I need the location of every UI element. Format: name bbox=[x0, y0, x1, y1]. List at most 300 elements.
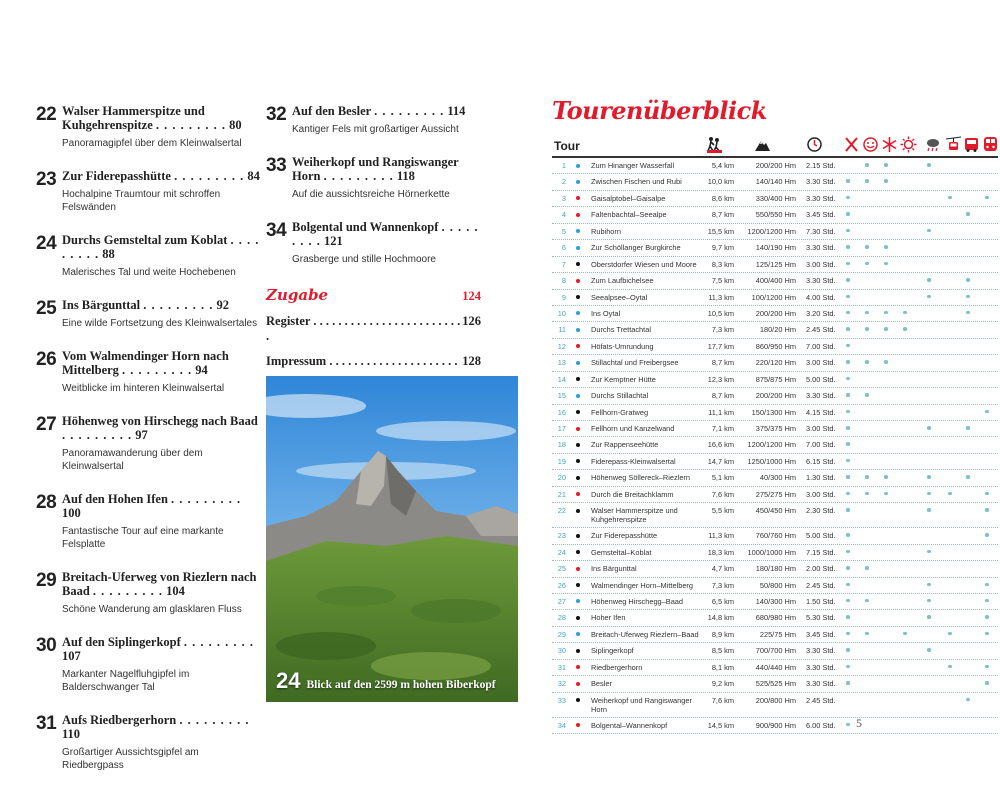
feature-marker bbox=[865, 566, 869, 570]
feature-marker bbox=[846, 632, 850, 636]
feature-marker bbox=[927, 229, 931, 233]
table-row[interactable] bbox=[552, 643, 998, 659]
toc-entry-page: 114 bbox=[447, 104, 466, 118]
tour-name: Weiherkopf und Rangiswanger Horn bbox=[591, 695, 692, 714]
feature-marker bbox=[927, 599, 931, 603]
toc-entry[interactable] bbox=[36, 104, 260, 150]
tour-name: Riedbergerhorn bbox=[591, 662, 643, 672]
toc-entry[interactable] bbox=[36, 635, 260, 694]
tour-number: 17 bbox=[557, 424, 566, 433]
difficulty-dot bbox=[576, 534, 580, 538]
tour-name: Ins Bärgunttal bbox=[591, 564, 637, 574]
table-row[interactable] bbox=[552, 693, 998, 718]
feature-marker bbox=[846, 278, 850, 282]
rain-icon bbox=[924, 136, 941, 153]
tour-name: Walser Hammerspitze und Kuhgehrenspitze bbox=[591, 506, 678, 525]
tour-name: Fellhorn-Gratweg bbox=[591, 407, 649, 417]
tour-distance: 8,7 km bbox=[711, 391, 734, 401]
table-row[interactable] bbox=[552, 627, 998, 643]
tour-name: Höfats-Umrundung bbox=[591, 341, 654, 351]
tour-number: 18 bbox=[557, 440, 566, 450]
tour-name: Rubihorn bbox=[591, 226, 621, 236]
tour-number: 6 bbox=[561, 243, 566, 253]
toc-entry-title-text: Auf den Siplingerkopf bbox=[62, 635, 181, 649]
toc-entry-title-text: Aufs Riedbergerhorn bbox=[62, 713, 177, 727]
table-row[interactable] bbox=[552, 487, 998, 503]
tour-duration: 3.30 Std. bbox=[806, 243, 836, 253]
toc-entry-title-text: Weiherkopf und Rangiswanger Horn bbox=[292, 155, 459, 183]
difficulty-dot bbox=[576, 682, 580, 686]
tour-distance: 17,7 km bbox=[707, 341, 734, 351]
feature-marker bbox=[927, 648, 931, 652]
impressum-row[interactable]: Impressum . . . . . . . . . . . . . . . . . . . . . 128 bbox=[266, 354, 481, 368]
feature-marker bbox=[966, 475, 970, 479]
feature-marker bbox=[948, 665, 952, 669]
feature-marker bbox=[985, 492, 989, 496]
tour-duration: 3.30 Std. bbox=[806, 679, 836, 689]
difficulty-dot bbox=[576, 632, 580, 636]
table-row[interactable] bbox=[552, 224, 998, 240]
mountain-photo bbox=[266, 376, 518, 702]
difficulty-dot bbox=[576, 567, 580, 571]
feature-marker bbox=[966, 426, 970, 430]
toc-entry-number: 25 bbox=[36, 298, 57, 319]
feature-marker bbox=[884, 327, 888, 331]
tour-duration: 2.45 Std. bbox=[806, 580, 836, 590]
tour-name: Zur Kemptner Hütte bbox=[591, 374, 656, 384]
tour-elevation: 525/525 Hm bbox=[755, 679, 796, 689]
feature-marker bbox=[985, 583, 989, 587]
tour-duration: 3.30 Std. bbox=[806, 276, 836, 286]
feature-marker bbox=[846, 426, 850, 430]
feature-marker bbox=[985, 533, 989, 537]
impressum-page: 128 bbox=[462, 354, 481, 368]
tour-duration: 3.30 Std. bbox=[806, 391, 836, 401]
toc-entry[interactable] bbox=[36, 169, 260, 214]
tour-duration: 3.20 Std. bbox=[806, 308, 836, 318]
tour-elevation: 140/190 Hm bbox=[755, 243, 796, 253]
toc-entry-title: Weiherkopf und Rangiswanger Horn . . . . . . . . . 118 bbox=[292, 155, 459, 183]
mountain-landscape-image bbox=[266, 376, 518, 702]
tour-duration: 2.30 Std. bbox=[806, 506, 836, 516]
feature-marker bbox=[846, 410, 850, 414]
difficulty-dot bbox=[576, 583, 580, 587]
tour-name: Zum Laufbichelsee bbox=[591, 276, 654, 286]
difficulty-dot bbox=[576, 311, 580, 315]
tour-number: 7 bbox=[561, 259, 566, 269]
tour-distance: 14,8 km bbox=[707, 613, 734, 623]
tour-overview-table bbox=[552, 136, 998, 734]
tour-duration: 5.00 Std. bbox=[806, 531, 836, 541]
table-row[interactable] bbox=[552, 388, 998, 404]
table-row[interactable] bbox=[552, 372, 998, 388]
table-row[interactable] bbox=[552, 322, 998, 338]
difficulty-dot bbox=[576, 427, 580, 431]
toc-entry-description: Fantastische Tour auf eine markante Felsplatte bbox=[62, 526, 224, 550]
tour-elevation: 220/120 Hm bbox=[755, 358, 796, 368]
difficulty-dot bbox=[576, 196, 580, 200]
table-row[interactable] bbox=[552, 470, 998, 486]
feature-marker bbox=[903, 327, 907, 331]
tour-elevation: 150/1300 Hm bbox=[751, 407, 796, 417]
tour-distance: 15,5 km bbox=[707, 226, 734, 236]
feature-marker bbox=[985, 508, 989, 512]
toc-entry-page: 121 bbox=[324, 234, 343, 248]
tour-elevation: 200/200 Hm bbox=[755, 308, 796, 318]
feature-marker bbox=[865, 360, 869, 364]
tour-elevation: 1200/1200 Hm bbox=[747, 226, 796, 236]
tour-number: 34 bbox=[557, 720, 566, 730]
tour-distance: 5,1 km bbox=[711, 473, 734, 483]
difficulty-dot bbox=[576, 213, 580, 217]
feature-marker bbox=[903, 311, 907, 315]
tour-number: 5 bbox=[561, 226, 566, 236]
tour-distance: 7,6 km bbox=[711, 695, 734, 705]
feature-marker bbox=[927, 508, 931, 512]
feature-marker bbox=[865, 262, 869, 266]
feature-marker bbox=[865, 327, 869, 331]
clock-icon bbox=[806, 136, 823, 153]
toc-entry-number: 31 bbox=[36, 713, 57, 734]
tour-name: Höhenweg Hirschegg–Baad bbox=[591, 596, 684, 606]
feature-marker bbox=[846, 615, 850, 619]
table-row[interactable] bbox=[552, 503, 998, 528]
tour-elevation: 200/200 Hm bbox=[755, 391, 796, 401]
table-row[interactable] bbox=[552, 578, 998, 594]
toc-entry[interactable] bbox=[36, 414, 260, 473]
tour-elevation: 875/875 Hm bbox=[755, 374, 796, 384]
mountain-icon bbox=[754, 136, 771, 153]
difficulty-dot bbox=[576, 229, 580, 233]
tour-duration: 6.15 Std. bbox=[806, 456, 836, 466]
feature-marker bbox=[985, 615, 989, 619]
tour-number: 27 bbox=[557, 596, 566, 606]
feature-marker bbox=[985, 599, 989, 603]
toc-entry-description: Schöne Wanderung am glasklaren Fluss bbox=[62, 604, 242, 615]
tour-distance: 8,6 km bbox=[711, 193, 734, 203]
feature-marker bbox=[966, 278, 970, 282]
toc-entry[interactable] bbox=[36, 233, 260, 279]
table-row[interactable] bbox=[552, 207, 998, 223]
feature-marker bbox=[948, 632, 952, 636]
toc-entry[interactable] bbox=[36, 492, 260, 551]
tour-number: 4 bbox=[561, 210, 566, 220]
tour-duration: 2.45 Std. bbox=[806, 325, 836, 335]
feature-marker bbox=[846, 723, 850, 727]
table-row[interactable] bbox=[552, 273, 998, 289]
toc-entry-number: 32 bbox=[266, 104, 287, 125]
feature-marker bbox=[846, 442, 850, 446]
tour-name: Stillachtal und Freibergsee bbox=[591, 358, 679, 368]
feature-marker bbox=[846, 533, 850, 537]
table-row[interactable] bbox=[552, 290, 998, 306]
feature-marker bbox=[846, 245, 850, 249]
feature-marker bbox=[865, 163, 869, 167]
difficulty-dot bbox=[576, 279, 580, 283]
tour-elevation: 1000/1000 Hm bbox=[747, 547, 796, 557]
table-row[interactable] bbox=[552, 339, 998, 355]
tour-number: 28 bbox=[557, 613, 566, 623]
tour-name: Hoher Ifen bbox=[591, 613, 626, 623]
toc-entry-description: Großartiger Aussichtsgipfel am Riedbergpass bbox=[62, 747, 199, 771]
toc-entry-description: Markanter Nagelfluhgipfel im Balderschwanger Tal bbox=[62, 669, 190, 693]
difficulty-dot bbox=[576, 476, 580, 480]
feature-marker bbox=[846, 508, 850, 512]
tour-elevation: 125/125 Hm bbox=[755, 259, 796, 269]
difficulty-dot bbox=[576, 262, 580, 266]
table-row[interactable] bbox=[552, 421, 998, 437]
table-row[interactable] bbox=[552, 191, 998, 207]
tour-distance: 8,5 km bbox=[711, 646, 734, 656]
table-row[interactable] bbox=[552, 594, 998, 610]
tour-duration: 3.00 Std. bbox=[806, 358, 836, 368]
table-row[interactable] bbox=[552, 405, 998, 421]
feature-marker bbox=[927, 583, 931, 587]
feature-marker bbox=[884, 475, 888, 479]
feature-marker bbox=[846, 393, 850, 397]
tour-duration: 3.00 Std. bbox=[806, 489, 836, 499]
tour-number: 33 bbox=[557, 695, 566, 705]
difficulty-dot bbox=[576, 246, 580, 250]
tour-distance: 4,7 km bbox=[711, 564, 734, 574]
photo-caption bbox=[276, 668, 496, 694]
tour-number: 8 bbox=[561, 276, 566, 286]
zugabe-label: Zugabe bbox=[266, 286, 329, 304]
tour-duration: 5.00 Std. bbox=[806, 374, 836, 384]
toc-entry-title: Auf den Siplingerkopf . . . . . . . . . 107 bbox=[62, 635, 255, 663]
difficulty-dot bbox=[576, 328, 580, 332]
toc-entry-title-text: Vom Walmendinger Horn nach Mittelberg bbox=[62, 349, 229, 377]
toc-entry-description: Grasberge und stille Hochmoore bbox=[292, 254, 436, 265]
feature-marker bbox=[966, 698, 970, 702]
table-row[interactable] bbox=[552, 257, 998, 273]
toc-entry-title-text: Zur Fiderepasshütte bbox=[62, 169, 171, 183]
tour-name: Fellhorn und Kanzelwand bbox=[591, 424, 675, 433]
tour-number: 9 bbox=[561, 292, 566, 302]
feature-marker bbox=[948, 196, 952, 200]
tour-distance: 11,1 km bbox=[708, 407, 734, 417]
tour-duration: 3.45 Std. bbox=[806, 629, 836, 639]
table-row[interactable] bbox=[552, 660, 998, 676]
tour-number: 2 bbox=[561, 177, 566, 187]
tour-name: Seealpsee–Oytal bbox=[591, 292, 648, 302]
tour-number: 26 bbox=[557, 580, 566, 590]
toc-entry[interactable] bbox=[36, 570, 260, 616]
table-row[interactable] bbox=[552, 561, 998, 577]
tour-number: 10 bbox=[557, 308, 566, 318]
tour-elevation: 180/20 Hm bbox=[759, 325, 796, 335]
tour-number: 25 bbox=[557, 564, 566, 574]
tour-distance: 14,5 km bbox=[707, 720, 734, 730]
tour-duration: 5.30 Std. bbox=[806, 613, 836, 623]
feature-marker bbox=[985, 681, 989, 685]
tour-duration: 3.30 Std. bbox=[806, 662, 836, 672]
table-row[interactable] bbox=[552, 240, 998, 256]
tour-distance: 8,9 km bbox=[711, 629, 734, 639]
table-body bbox=[552, 158, 998, 734]
feature-marker bbox=[884, 245, 888, 249]
table-row[interactable] bbox=[552, 610, 998, 626]
tour-name: Bolgental–Wannenkopf bbox=[591, 720, 668, 730]
tour-name: Gaisalptobel–Gaisalpe bbox=[591, 193, 666, 203]
feature-marker bbox=[927, 295, 931, 299]
toc-entry-description: Panoramagipfel über dem Kleinwalsertal bbox=[62, 138, 242, 149]
feature-marker bbox=[865, 475, 869, 479]
difficulty-dot bbox=[576, 723, 580, 727]
feature-marker bbox=[966, 295, 970, 299]
toc-entry-title: Vom Walmendinger Horn nach Mittelberg . . . . . . . . . 94 bbox=[62, 349, 229, 377]
zugabe-row[interactable] bbox=[266, 286, 481, 304]
tour-distance: 7,5 km bbox=[711, 276, 734, 286]
tour-number: 3 bbox=[561, 193, 566, 203]
difficulty-dot bbox=[576, 394, 580, 398]
feature-marker bbox=[884, 262, 888, 266]
difficulty-dot bbox=[576, 410, 580, 414]
toc-entry-page: 100 bbox=[62, 506, 81, 520]
tour-name: Faltenbachtal–Seealpe bbox=[591, 210, 667, 220]
bus-icon bbox=[963, 136, 980, 153]
tour-name: Zum Hinanger Wasserfall bbox=[591, 161, 675, 170]
table-row[interactable] bbox=[552, 306, 998, 322]
table-row[interactable] bbox=[552, 528, 998, 544]
train-icon bbox=[982, 136, 999, 153]
register-row[interactable]: Register . . . . . . . . . . . . . . . . . . . . . . . . . 126 bbox=[266, 314, 481, 343]
tour-number: 15 bbox=[557, 391, 566, 401]
tour-name: Oberstdorfer Wiesen und Moore bbox=[591, 259, 697, 269]
table-row[interactable] bbox=[552, 676, 998, 692]
toc-entry-title-text: Walser Hammerspitze und Kuhgehrenspitze bbox=[62, 104, 205, 132]
tour-number: 19 bbox=[557, 456, 566, 466]
feature-marker bbox=[884, 360, 888, 364]
feature-marker bbox=[865, 599, 869, 603]
tour-duration: 2.00 Std. bbox=[806, 564, 836, 574]
toc-entry[interactable] bbox=[36, 713, 260, 772]
toc-entry[interactable] bbox=[36, 349, 260, 395]
register-label: Register bbox=[266, 314, 311, 328]
toc-entry-page: 118 bbox=[396, 169, 415, 183]
difficulty-dot bbox=[576, 443, 580, 447]
table-row[interactable] bbox=[552, 174, 998, 190]
tour-name: Durchs Stillachtal bbox=[591, 391, 649, 401]
feature-marker bbox=[846, 360, 850, 364]
tour-elevation: 50/800 Hm bbox=[759, 580, 796, 590]
tour-number: 16 bbox=[557, 407, 566, 417]
tour-duration: 3.30 Std. bbox=[806, 193, 836, 203]
feature-marker bbox=[884, 492, 888, 496]
tour-elevation: 180/180 Hm bbox=[755, 564, 796, 574]
toc-entry-number: 33 bbox=[266, 155, 287, 176]
difficulty-dot bbox=[576, 361, 580, 365]
toc-entry[interactable] bbox=[266, 220, 481, 266]
tour-duration: 6.00 Std. bbox=[806, 720, 836, 730]
toc-entry-title-text: Bolgental und Wannenkopf bbox=[292, 220, 439, 234]
tour-number: 13 bbox=[557, 358, 566, 368]
feature-marker bbox=[865, 632, 869, 636]
toc-entry-description: Kantiger Fels mit großartiger Aussicht bbox=[292, 124, 459, 135]
tour-number: 20 bbox=[557, 473, 566, 483]
toc-entry-page: 92 bbox=[216, 298, 230, 312]
tour-name: Fiderepass-Kleinwalsertal bbox=[591, 456, 676, 466]
table-row[interactable] bbox=[552, 355, 998, 371]
tour-name: Zwischen Fischen und Rubi bbox=[591, 177, 682, 187]
feature-marker bbox=[846, 295, 850, 299]
tour-elevation: 440/440 Hm bbox=[755, 662, 796, 672]
toc-entry[interactable] bbox=[266, 155, 481, 201]
tour-distance: 5,5 km bbox=[711, 506, 734, 516]
tour-distance: 7,6 km bbox=[711, 489, 734, 499]
toc-entry[interactable] bbox=[36, 298, 260, 330]
table-row[interactable] bbox=[552, 437, 998, 453]
feature-marker bbox=[846, 648, 850, 652]
toc-entry-title-text: Breitach-Uferweg von Riezlern nach Baad bbox=[62, 570, 257, 598]
feature-marker bbox=[846, 327, 850, 331]
table-row[interactable] bbox=[552, 718, 998, 734]
table-row[interactable] bbox=[552, 158, 998, 174]
feature-marker bbox=[884, 179, 888, 183]
toc-entry-page: 94 bbox=[195, 363, 208, 377]
difficulty-dot bbox=[576, 377, 580, 381]
feature-marker bbox=[985, 632, 989, 636]
toc-entry-number: 30 bbox=[36, 635, 57, 656]
tour-name: Zur Rappenseehütte bbox=[591, 440, 659, 450]
tour-elevation: 275/275 Hm bbox=[755, 489, 796, 499]
tour-name: Besler bbox=[591, 679, 612, 689]
tour-distance: 16,6 km bbox=[707, 440, 734, 450]
register-page: 126 bbox=[462, 314, 481, 328]
tour-distance: 8,7 km bbox=[711, 358, 734, 368]
feature-marker bbox=[865, 245, 869, 249]
caption-text: Blick auf den 2599 m hohen Biberkopf bbox=[306, 679, 496, 691]
feature-marker bbox=[927, 615, 931, 619]
toc-entry-page: 97 bbox=[135, 428, 148, 442]
feature-marker bbox=[846, 681, 850, 685]
tour-elevation: 1250/1000 Hm bbox=[747, 456, 796, 466]
tour-number: 29 bbox=[557, 629, 566, 639]
tour-distance: 8,3 km bbox=[711, 259, 734, 269]
tour-duration: 3.30 Std. bbox=[806, 646, 836, 656]
feature-marker bbox=[846, 459, 850, 463]
tour-duration: 7.15 Std. bbox=[806, 547, 836, 557]
restaurant-icon bbox=[843, 136, 860, 153]
feature-marker bbox=[948, 492, 952, 496]
feature-marker bbox=[846, 665, 850, 669]
hiking-icon bbox=[706, 136, 723, 153]
table-row[interactable] bbox=[552, 454, 998, 470]
table-row[interactable] bbox=[552, 545, 998, 561]
feature-marker bbox=[846, 377, 850, 381]
tour-distance: 10,5 km bbox=[707, 308, 734, 318]
feature-marker bbox=[846, 492, 850, 496]
table-header bbox=[552, 136, 998, 158]
feature-marker bbox=[846, 599, 850, 603]
tour-elevation: 450/450 Hm bbox=[755, 506, 796, 516]
toc-entry[interactable] bbox=[266, 104, 481, 136]
difficulty-dot bbox=[576, 180, 580, 184]
feature-marker bbox=[927, 163, 931, 167]
tour-distance: 9,2 km bbox=[711, 679, 734, 689]
tour-duration: 4.15 Std. bbox=[806, 407, 836, 417]
feature-marker bbox=[985, 665, 989, 669]
toc-entry-description: Hochalpine Traumtour mit schroffen Felswänden bbox=[62, 189, 221, 213]
feature-marker bbox=[927, 278, 931, 282]
tour-distance: 11,3 km bbox=[708, 531, 734, 541]
toc-entry-number: 29 bbox=[36, 570, 57, 591]
tour-duration: 7.00 Std. bbox=[806, 341, 836, 351]
cable-car-icon bbox=[945, 136, 962, 153]
toc-entry-number: 22 bbox=[36, 104, 57, 125]
overview-heading: Tourenüberblick bbox=[552, 96, 767, 125]
difficulty-dot bbox=[576, 616, 580, 620]
